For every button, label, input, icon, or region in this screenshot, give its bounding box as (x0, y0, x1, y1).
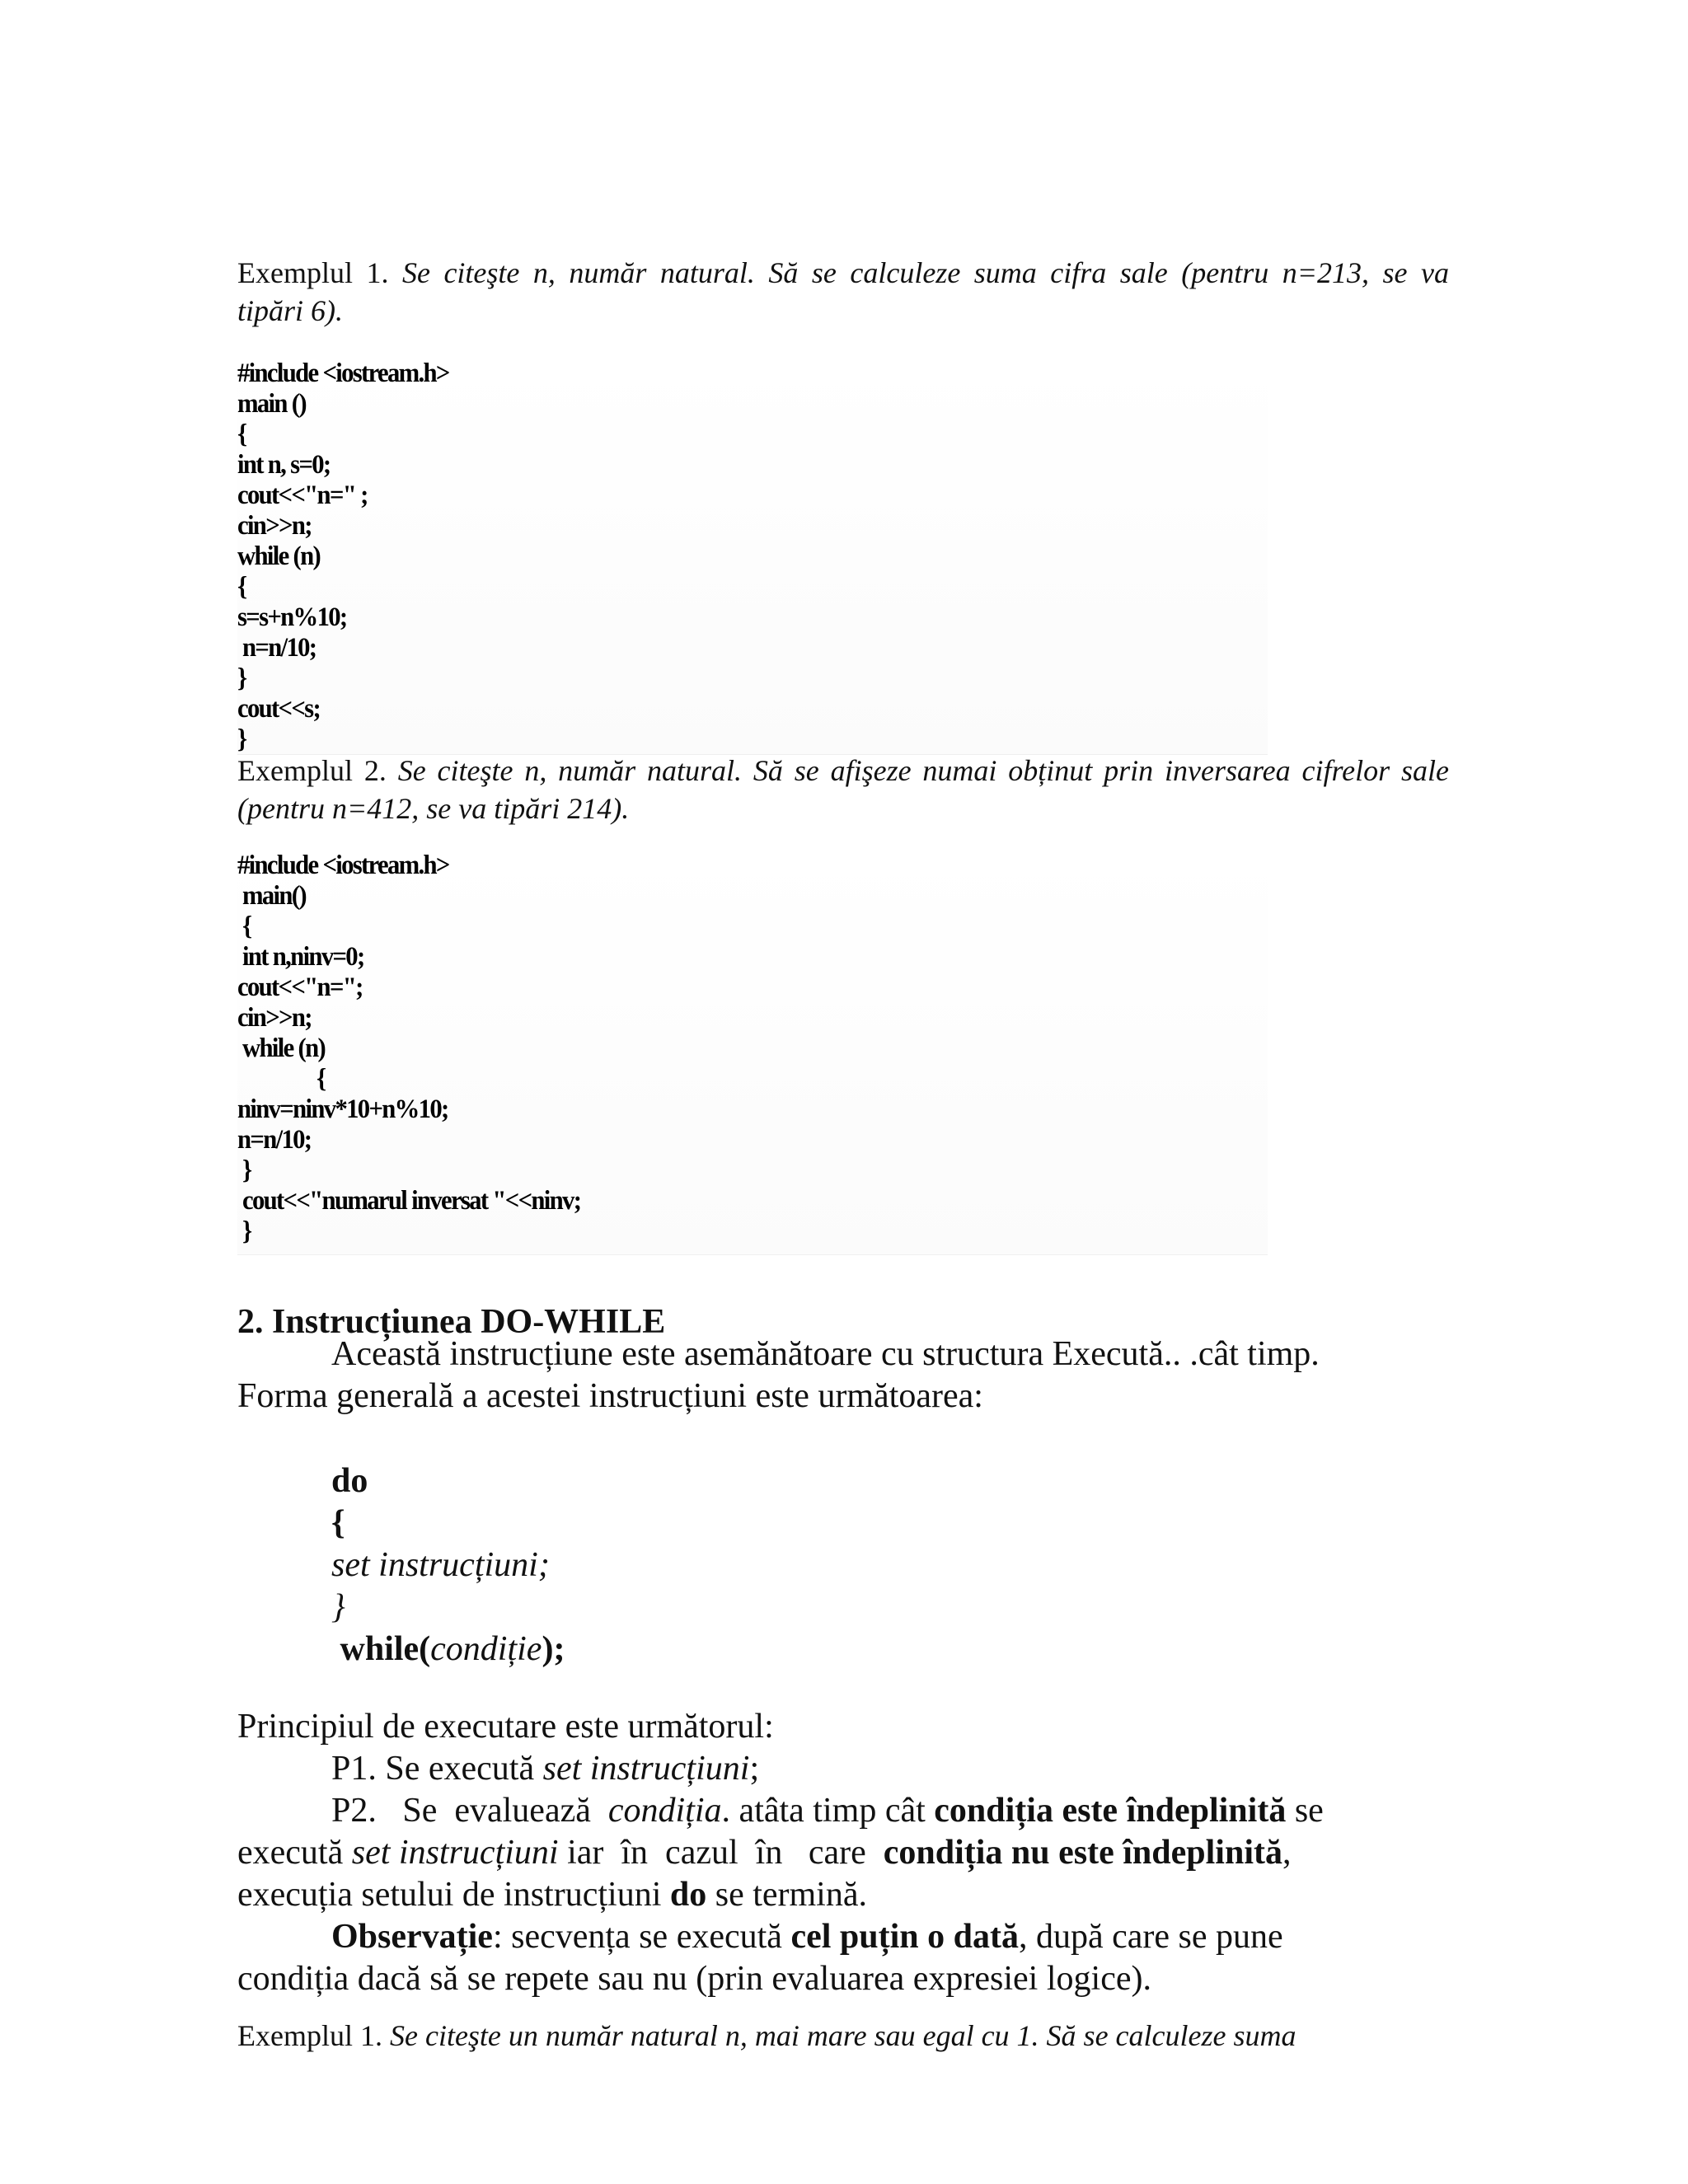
example-1-statement: Se citeşte n, număr natural. Să se calculeze suma cifra sale (pentru n=213, se va (401, 256, 1449, 289)
syntax-condition: condiție (430, 1630, 542, 1668)
p1-set: set instrucțiuni (542, 1750, 750, 1788)
p2-set: set instrucțiuni (351, 1834, 559, 1872)
observation-emphasis: cel puțin o dată (790, 1918, 1019, 1956)
code-line: cin>>n; (237, 511, 312, 541)
principle-p2-line-1 (237, 1790, 1449, 1832)
p2-condition: condiția (607, 1792, 722, 1830)
section-intro (237, 1333, 1449, 1418)
code-line: while (n) (237, 541, 321, 571)
code-line: n=n/10; (237, 633, 316, 663)
code-line: { (237, 572, 246, 602)
syntax-end: ); (542, 1630, 565, 1668)
section-intro-line-2: Forma generală a acestei instrucțiuni este următoarea: (237, 1377, 983, 1415)
p2-text-j: , (1282, 1834, 1292, 1872)
code-line: { (237, 912, 251, 941)
principle-section (237, 1706, 1449, 2000)
principle-p2-line-3 (237, 1874, 1449, 1916)
p2-text-e: se (1286, 1792, 1324, 1830)
p2-condition-false: condiția nu este îndeplinită (883, 1834, 1282, 1872)
example-2-label: Exemplul 2. (237, 754, 387, 787)
p2-text-a: P2. Se evaluează (331, 1792, 608, 1830)
example-2-text (237, 752, 1449, 827)
code-line: cin>>n; (237, 1003, 312, 1033)
syntax-do: do (331, 1462, 368, 1500)
code-line: while (n) (237, 1033, 326, 1063)
p2-text-h: iar în cazul în care (558, 1834, 884, 1872)
principle-p1 (237, 1748, 1449, 1790)
example-1-line-2 (237, 292, 1449, 330)
example-3-line-1 (237, 2017, 1449, 2055)
code-line: main() (237, 881, 306, 911)
p1-end: ; (749, 1750, 760, 1788)
code-line: n=n/10; (237, 1125, 312, 1155)
code-line: int n, s=0; (237, 450, 331, 480)
code-line: } (237, 724, 246, 754)
observation-text-b: : secvența se execută (492, 1918, 791, 1956)
example-1-line-1 (237, 254, 1449, 292)
observation-label: Observație (331, 1918, 493, 1956)
code-line: cout<<s; (237, 694, 321, 724)
code-snippet-2 (237, 851, 1268, 1255)
code-line: main () (237, 389, 306, 419)
example-3-label: Exemplul 1. (237, 2019, 382, 2052)
section-intro-line-1: Această instrucțiune este asemănătoare cu structura Execută.. .cât timp. (331, 1335, 1320, 1373)
observation-line-2: condiția dacă să se repete sau nu (prin evaluarea expresiei logice). (237, 1960, 1151, 1998)
syntax-while-line (237, 1629, 1449, 1671)
code-line: s=s+n%10; (237, 602, 347, 632)
syntax-open-brace: { (331, 1504, 345, 1542)
code-line: } (237, 1155, 251, 1185)
example-3-statement: Se citeşte un număr natural n, mai mare sau egal cu 1. Să se calculeze suma (389, 2019, 1296, 2052)
code-line: { (237, 1064, 326, 1094)
principle-p2-line-2 (237, 1832, 1449, 1874)
code-snippet-1 (237, 359, 1268, 755)
code-line: int n,ninv=0; (237, 942, 364, 972)
syntax-close-brace: } (331, 1588, 345, 1626)
code-line: { (237, 419, 246, 449)
p1-text: P1. Se execută (331, 1750, 543, 1788)
code-line: } (237, 663, 246, 693)
p2-condition-true: condiția este îndeplinită (934, 1792, 1287, 1830)
p2-do: do (669, 1876, 707, 1914)
code-line: #include <iostream.h> (237, 359, 449, 388)
code-line: #include <iostream.h> (237, 851, 449, 880)
example-2-statement: Se citeşte n, număr natural. Să se afişeze numai obținut prin inversarea cifrelor sale (397, 754, 1449, 787)
section-heading: 2. Instrucțiunea DO-WHILE (237, 1303, 666, 1341)
observation-line-1 (237, 1916, 1449, 1958)
p2-text-k: execuția setului de instrucțiuni (237, 1876, 670, 1914)
code-line: } (237, 1216, 251, 1246)
observation-text-d: , după care se pune (1018, 1918, 1283, 1956)
p2-text-m: se termină. (706, 1876, 867, 1914)
code-line: ninv=ninv*10+n%10; (237, 1094, 448, 1124)
syntax-while-keyword: while( (340, 1630, 431, 1668)
principle-title: Principiul de executare este următorul: (237, 1708, 774, 1746)
syntax-set: set instrucțiuni; (331, 1546, 550, 1584)
code-line: cout<<"n="; (237, 972, 363, 1002)
code-line: cout<<"n=" ; (237, 480, 368, 510)
example-3-text (237, 2017, 1449, 2055)
p2-text-f: execută (237, 1834, 352, 1872)
example-1-statement-end: tipări 6). (237, 294, 344, 327)
example-2-line-1 (237, 752, 1449, 790)
p2-text-c: . atâta timp cât (721, 1792, 935, 1830)
example-2-statement-end: (pentru n=412, se va tipări 214). (237, 792, 630, 825)
syntax-block (237, 1460, 1449, 1671)
example-2-line-2 (237, 790, 1449, 827)
example-1-label: Exemplul 1. (237, 256, 389, 289)
code-line: cout<<"numarul inversat "<<ninv; (237, 1186, 581, 1216)
example-1-text (237, 254, 1449, 330)
